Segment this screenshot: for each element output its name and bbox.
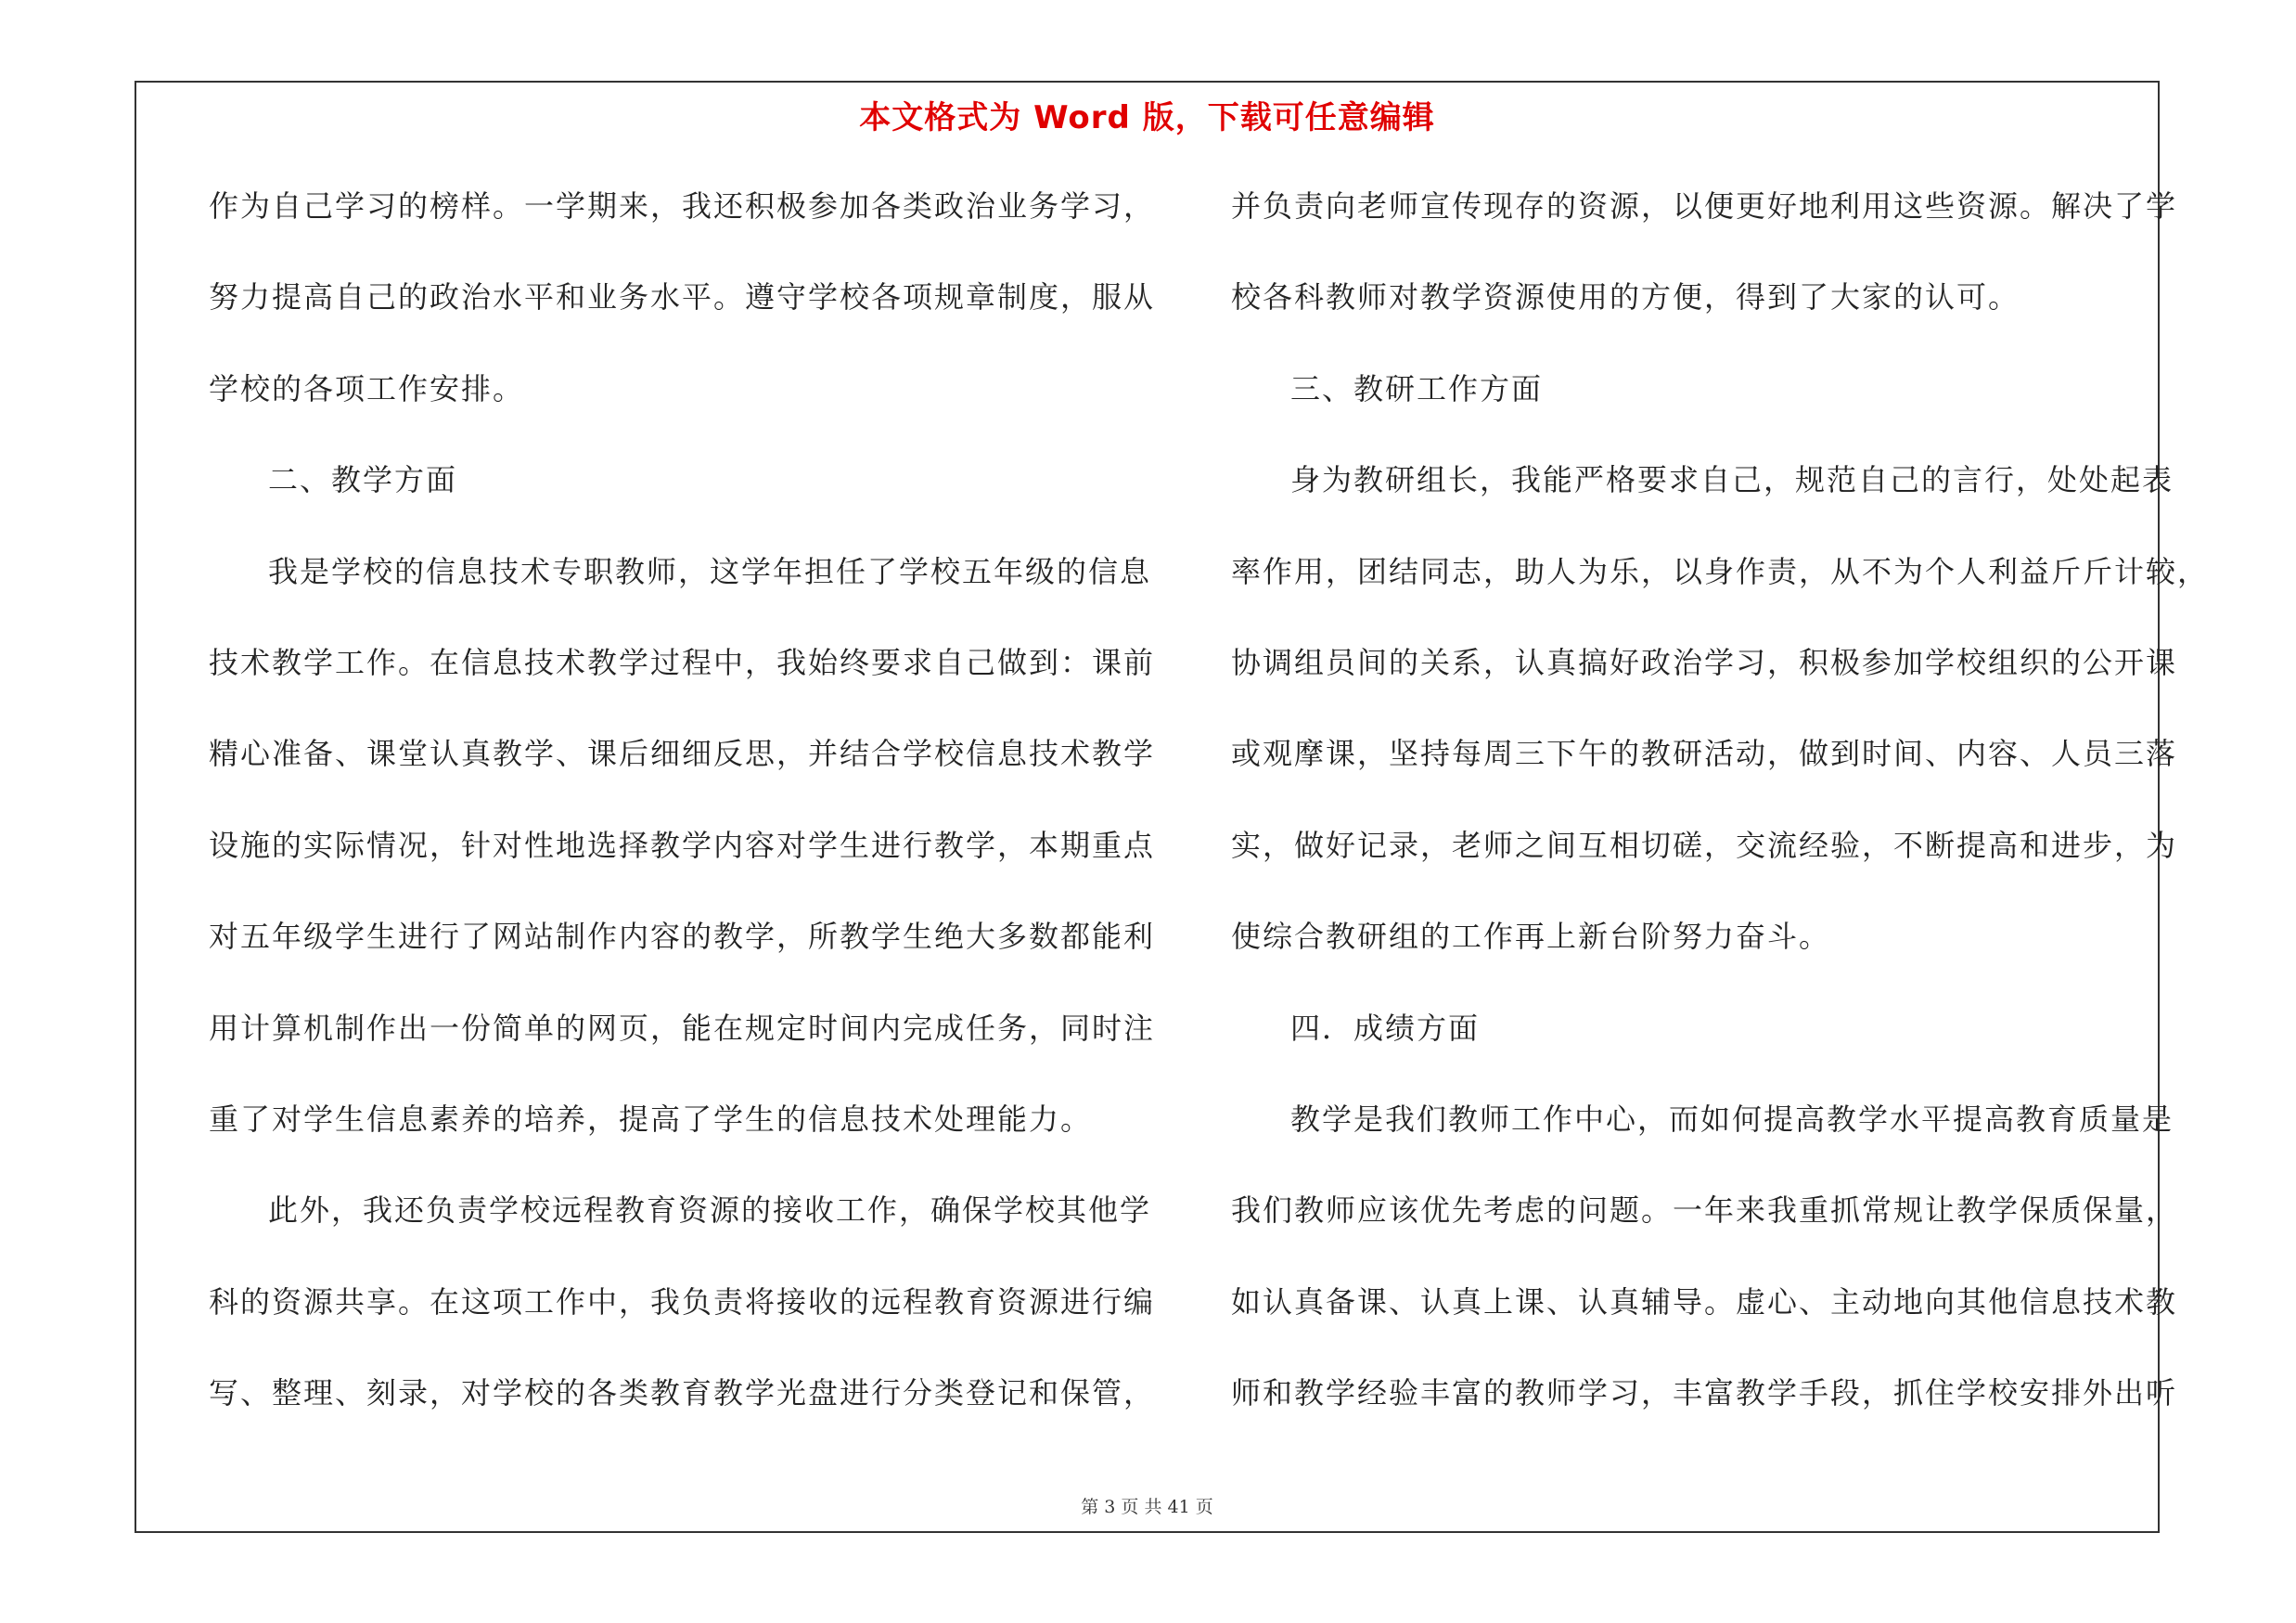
text-line: 并负责向老师宣传现存的资源，以便更好地利用这些资源。解决了学: [1231, 188, 2178, 224]
text-line: 技术教学工作。在信息技术教学过程中，我始终要求自己做到：课前: [209, 644, 1156, 680]
text-line: 师和教学经验丰富的教师学习，丰富教学手段，抓住学校安排外出听: [1231, 1375, 2178, 1411]
text-line: 学校的各项工作安排。: [209, 370, 525, 406]
text-line: 四．成绩方面: [1290, 1010, 1481, 1046]
text-line: 精心准备、课堂认真教学、课后细细反思，并结合学校信息技术教学: [209, 736, 1156, 772]
text-line: 如认真备课、认真上课、认真辅导。虚心、主动地向其他信息技术教: [1231, 1283, 2178, 1320]
document-page: [135, 81, 2210, 1533]
text-line: 教学是我们教师工作中心，而如何提高教学水平提高教育质量是: [1290, 1101, 2174, 1137]
text-line: 重了对学生信息素养的培养，提高了学生的信息技术处理能力。: [209, 1101, 1093, 1137]
text-line: 努力提高自己的政治水平和业务水平。遵守学校各项规章制度，服从: [209, 279, 1156, 316]
text-line: 或观摩课，坚持每周三下午的教研活动，做到时间、内容、人员三落: [1231, 736, 2178, 772]
text-line: 二、教学方面: [268, 462, 458, 498]
text-line: 此外，我还负责学校远程教育资源的接收工作，确保学校其他学: [268, 1192, 1152, 1229]
text-line: 校各科教师对教学资源使用的方便，得到了大家的认可。: [1231, 279, 2020, 316]
format-notice-banner: 本文格式为 Word 版，下载可任意编辑: [859, 99, 1435, 136]
text-line: 科的资源共享。在这项工作中，我负责将接收的远程教育资源进行编: [209, 1283, 1156, 1320]
left-text-column: [209, 183, 1156, 1461]
text-line: 我是学校的信息技术专职教师，这学年担任了学校五年级的信息: [268, 553, 1152, 589]
text-line: 我们教师应该优先考虑的问题。一年来我重抓常规让教学保质保量，: [1231, 1192, 2178, 1229]
right-text-column: [1231, 183, 2210, 1461]
text-line: 身为教研组长，我能严格要求自己，规范自己的言行，处处起表: [1290, 462, 2174, 498]
text-line: 对五年级学生进行了网站制作内容的教学，所教学生绝大多数都能利: [209, 919, 1156, 955]
text-line: 写、整理、刻录，对学校的各类教育教学光盘进行分类登记和保管，: [209, 1375, 1156, 1411]
text-line: 使综合教研组的工作再上新台阶努力奋斗。: [1231, 919, 1831, 955]
text-line: 协调组员间的关系，认真搞好政治学习，积极参加学校组织的公开课: [1231, 644, 2178, 680]
text-line: 用计算机制作出一份简单的网页，能在规定时间内完成任务，同时注: [209, 1010, 1156, 1046]
text-line: 实，做好记录，老师之间互相切磋，交流经验，不断提高和进步，为: [1231, 827, 2178, 863]
page-number-footer: 第 3 页 共 41 页: [1081, 1497, 1213, 1517]
text-line: 三、教研工作方面: [1290, 370, 1544, 406]
text-line: 率作用，团结同志，助人为乐，以身作责，从不为个人利益斤斤计较，: [1231, 553, 2210, 589]
text-line: 作为自己学习的榜样。一学期来，我还积极参加各类政治业务学习，: [209, 188, 1156, 224]
text-line: 设施的实际情况，针对性地选择教学内容对学生进行教学，本期重点: [209, 827, 1156, 863]
